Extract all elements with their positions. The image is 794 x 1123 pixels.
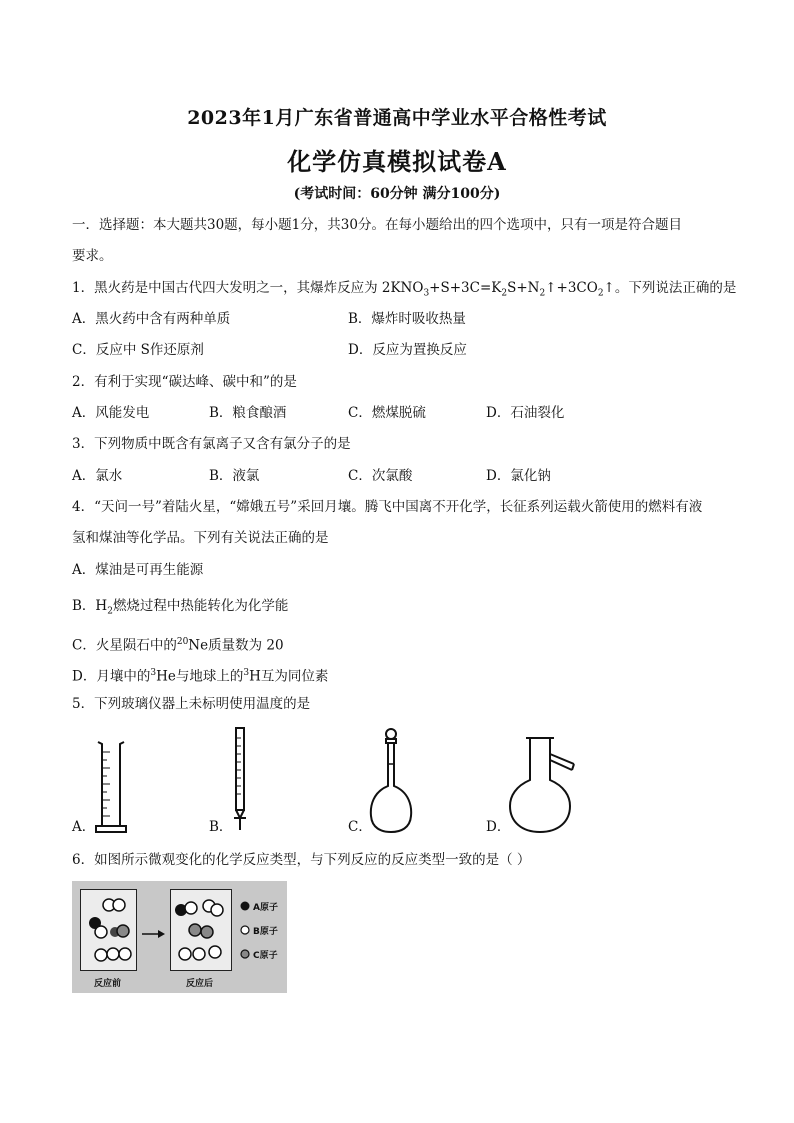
legend-a: A原子: [253, 903, 278, 913]
q5-option-b: B．: [209, 819, 233, 835]
q2-option-c: C．燃煤脱硫: [348, 405, 426, 421]
section-intro: 一．选择题：本大题共30题，每小题1分，共30分。在每小题给出的四个选项中，只有一项是符合题目: [72, 217, 682, 233]
q3-stem: 3．下列物质中既含有氯离子又含有氯分子的是: [72, 436, 351, 452]
q3-option-b: B．液氯: [209, 468, 260, 484]
q4-option-d: D．月壤中的$^3$He与地球上的$^3$H互为同位素: [72, 668, 329, 685]
q1-stem: 1．黑火药是中国古代四大发明之一，其爆炸反应为 $2KNO_3+S+3C=K_2S+N_2↑+3CO_2↑$。下列说法正确的是: [72, 280, 737, 299]
q4-stem-cont: 氢和煤油等化学品。下列有关说法正确的是: [72, 530, 329, 546]
arrow-right-icon: [142, 929, 166, 939]
label-after: 反应后: [186, 979, 214, 989]
molecules-after: [171, 890, 231, 970]
q2-stem: 2．有利于实现“碳达峰、碳中和”的是: [72, 374, 297, 390]
q5-stem: 5．下列玻璃仪器上未标明使用温度的是: [72, 696, 311, 712]
burette-icon: [232, 726, 248, 832]
q4-option-c: C．火星陨石中的$^{20}$Ne质量数为 20: [72, 637, 284, 654]
q4-option-a: A．煤油是可再生能源: [72, 562, 204, 578]
legend-c-icon: [240, 949, 250, 959]
legend-a-icon: [240, 901, 250, 911]
q1-option-d: D．反应为置换反应: [348, 342, 467, 358]
q5-option-d: D．: [486, 819, 511, 835]
q2-option-d: D．石油裂化: [486, 405, 565, 421]
q2-option-b: B．粮食酿酒: [209, 405, 287, 421]
molecules-before: [81, 890, 136, 970]
q5-option-a: A．: [72, 819, 96, 835]
reaction-diagram: [72, 881, 287, 993]
legend-b-icon: [240, 925, 250, 935]
label-before: 反应前: [94, 979, 122, 989]
q1-option-b: B．爆炸时吸收热量: [348, 311, 466, 327]
paper-title: 化学仿真模拟试卷A: [287, 147, 507, 176]
q1-option-a: A．黑火药中含有两种单质: [72, 311, 231, 327]
q3-option-c: C．次氯酸: [348, 468, 413, 484]
before-box: [80, 889, 137, 971]
exam-title: 2023年1月广东省普通高中学业水平合格性考试: [187, 107, 607, 129]
q1-option-c: C．反应中 S作还原剂: [72, 342, 204, 358]
q3-option-a: A．氯水: [72, 468, 123, 484]
distilling-flask-icon: [508, 736, 578, 834]
section-intro-cont: 要求。: [72, 248, 113, 264]
volumetric-flask-icon: [369, 726, 413, 834]
legend-c: C原子: [253, 951, 278, 961]
after-box: [170, 889, 232, 971]
q2-option-a: A．风能发电: [72, 405, 150, 421]
q5-option-c: C．: [348, 819, 372, 835]
q4-option-b: B．$H_2$燃烧过程中热能转化为化学能: [72, 598, 289, 617]
q4-stem: 4．“天问一号”着陆火星，“嫦娥五号”采回月壤。腾飞中国离不开化学，长征系列运载火箭使用的燃料有液: [72, 499, 703, 515]
legend-b: B原子: [253, 927, 278, 937]
graduated-cylinder-icon: [94, 740, 128, 834]
exam-meta: (考试时间：60分钟 满分100分): [293, 186, 501, 202]
q6-stem: 6．如图所示微观变化的化学反应类型，与下列反应的反应类型一致的是（ ）: [72, 852, 531, 868]
q3-option-d: D．氯化钠: [486, 468, 551, 484]
